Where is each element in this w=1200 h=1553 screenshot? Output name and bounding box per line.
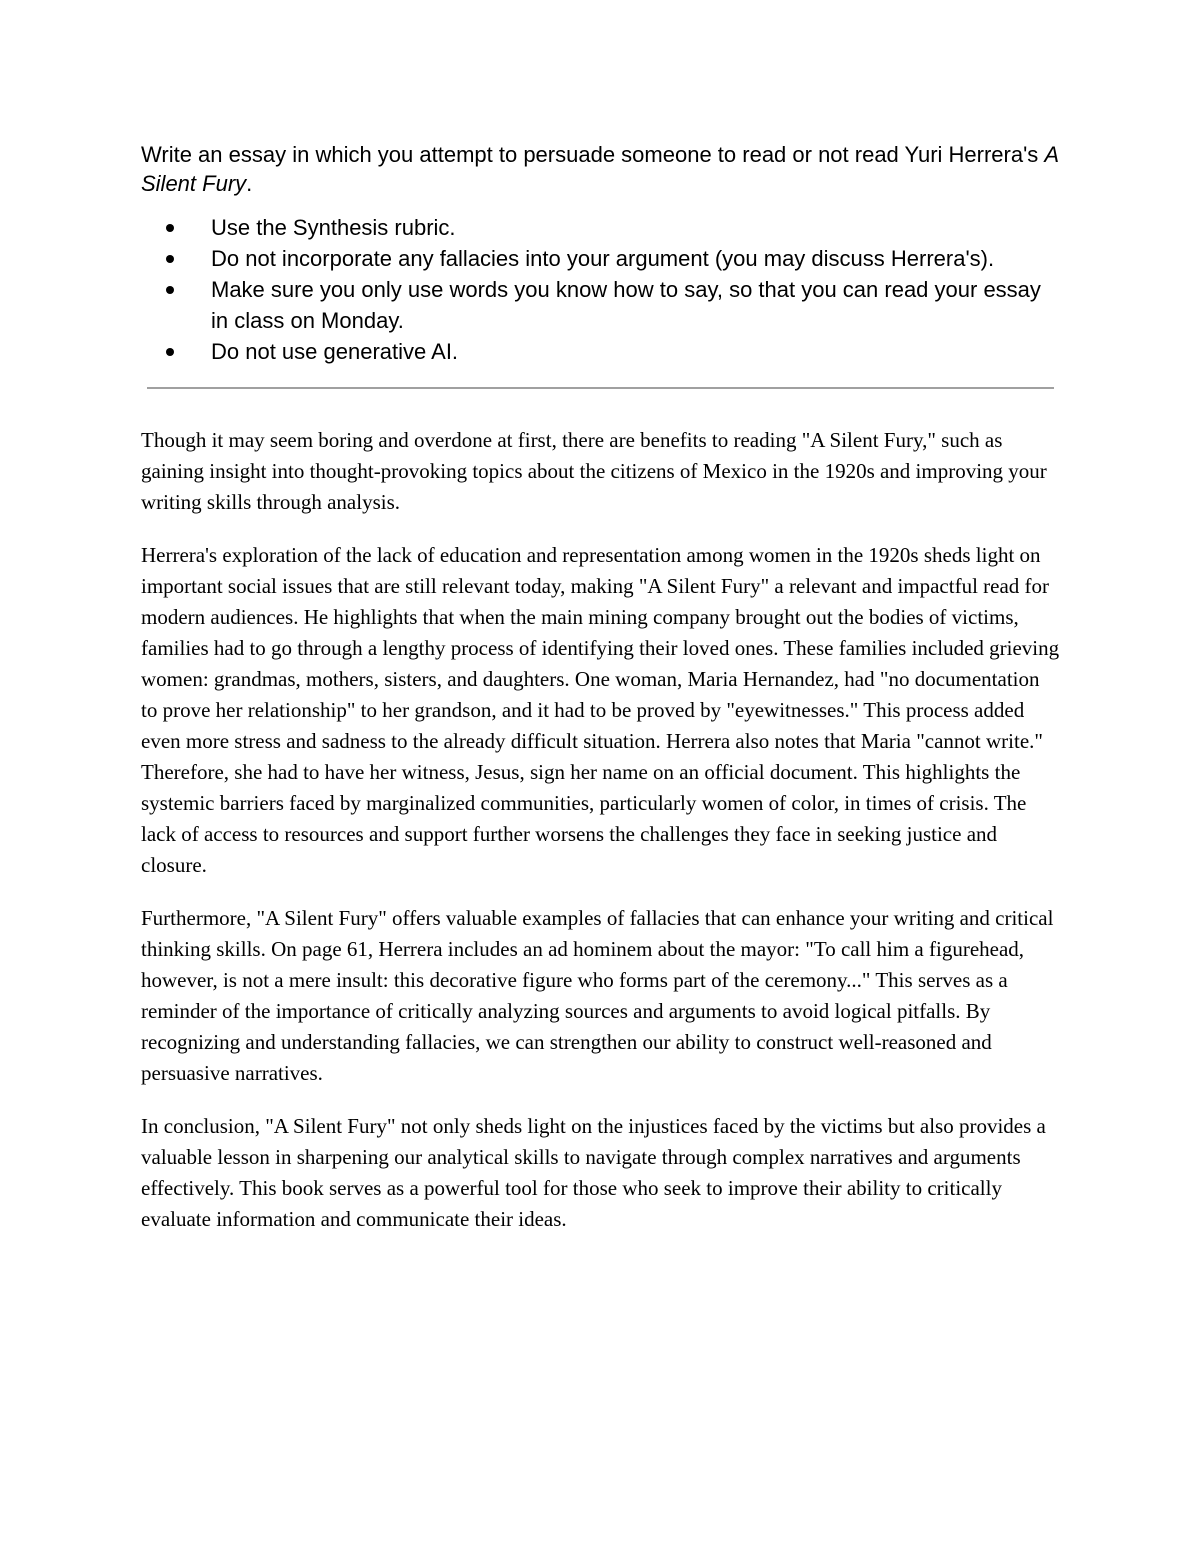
list-item: [141, 243, 1061, 274]
prompt-book-title: A Silent Fury: [141, 142, 1059, 196]
bullet-icon: [166, 224, 174, 232]
prompt-text-before: Write an essay in which you attempt to persuade someone to read or not read Yuri Herrera's: [141, 142, 1045, 167]
essay-paragraph: Furthermore, "A Silent Fury" offers valuable examples of fallacies that can enhance your writing and critical thinking skills. On page 61, Herrera includes an ad hominem about the mayor: "To call him a figurehead, however, is not a mere insult: this decorative figure who forms part of the ceremony..." This serves as a reminder of the importance of critically analyzing sources and arguments to avoid logical pitfalls. By recognizing and understanding fallacies, we can strengthen our ability to construct well-reasoned and persuasive narratives.: [141, 906, 1054, 1085]
instruction-text: Use the Synthesis rubric.: [211, 215, 456, 240]
list-item: [141, 336, 1061, 367]
prompt-text-after: .: [246, 171, 253, 196]
instructions-list: [141, 212, 1061, 367]
list-item: [141, 274, 1061, 336]
instruction-text: Do not use generative AI.: [211, 339, 459, 364]
bullet-icon: [166, 348, 174, 356]
essay-body: [141, 425, 1061, 1235]
horizontal-divider: [147, 387, 1054, 389]
essay-paragraph: Herrera's exploration of the lack of education and representation among women in the 1920s sheds light on important social issues that are still relevant today, making "A Silent Fury" a relevant and impactful read for modern audiences. He highlights that when the main mining company brought out the bodies of victims, families had to go through a lengthy process of identifying their loved ones. These families included grieving women: grandmas, mothers, sisters, and daughters. One woman, Maria Hernandez, had "no documentation to prove her relationship" to her grandson, and it had to be proved by "eyewitnesses." This process added even more stress and sadness to the already difficult situation. Herrera also notes that Maria "cannot write." Therefore, she had to have her witness, Jesus, sign her name on an official document. This highlights the systemic barriers faced by marginalized communities, particularly women of color, in times of crisis. The lack of access to resources and support further worsens the challenges they face in seeking justice and closure.: [141, 543, 1060, 877]
assignment-prompt: [141, 140, 1061, 198]
list-item: [141, 212, 1061, 243]
essay-paragraph: In conclusion, "A Silent Fury" not only sheds light on the injustices faced by the victims but also provides a valuable lesson in sharpening our analytical skills to navigate through complex narratives and arguments effectively. This book serves as a powerful tool for those who seek to improve their ability to critically evaluate information and communicate their ideas.: [141, 1114, 1046, 1231]
essay-paragraph: Though it may seem boring and overdone at first, there are benefits to reading "A Silent Fury," such as gaining insight into thought-provoking topics about the citizens of Mexico in the 1920s and improving your writing skills through analysis.: [141, 428, 1047, 514]
instruction-text: Make sure you only use words you know how to say, so that you can read your essay in class on Monday.: [211, 277, 1041, 333]
bullet-icon: [166, 255, 174, 263]
document-page: [141, 140, 1061, 1257]
instruction-text: Do not incorporate any fallacies into your argument (you may discuss Herrera's).: [211, 246, 995, 271]
bullet-icon: [166, 286, 174, 294]
